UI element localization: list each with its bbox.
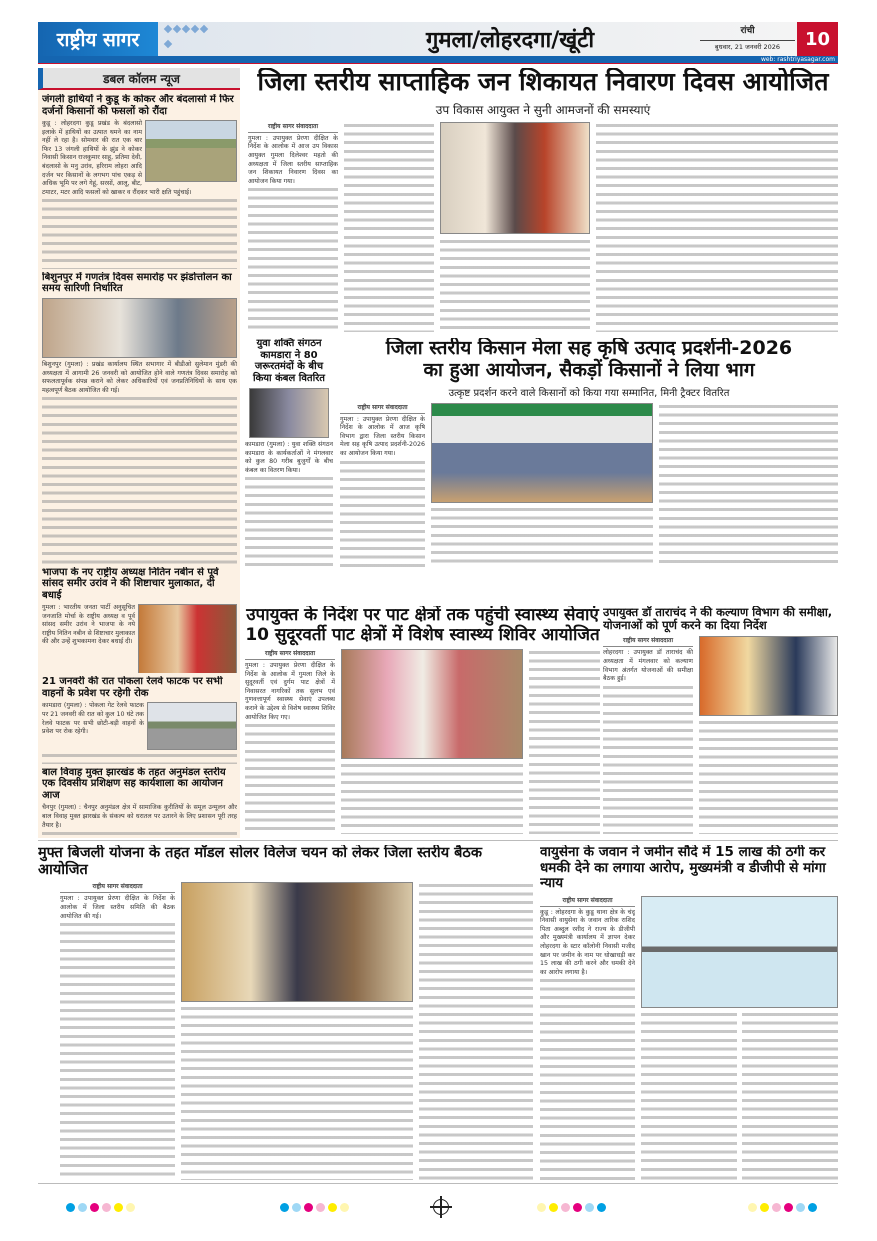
- registration-dot: [340, 1203, 349, 1212]
- registration-dot: [796, 1203, 805, 1212]
- registration-dot: [90, 1203, 99, 1212]
- left-story: [42, 272, 237, 564]
- byline: राष्ट्रीय सागर संवाददाता: [540, 896, 635, 907]
- edition-date: बुधवार, 21 जनवरी 2026: [700, 40, 795, 51]
- registration-dot: [537, 1203, 546, 1212]
- solar-body-continued: [60, 921, 175, 1180]
- health-body: गुमला : उपायुक्त प्रेरणा दीक्षित के निर्देश के आलोक में गुमला जिले के सुदूरवर्ती एवं दुर्गम पाट क्षेत्रों में निवासरत नागरिकों तक सुलभ एवं गुणवत्तापूर्ण स्वास्थ्य सेवाएं उपलब्ध कराने के उद्देश्य से विशेष स्वास्थ्य शिविर आयोजित किए गए।: [245, 662, 335, 721]
- photo-health-camp: [341, 649, 523, 759]
- left-story: [42, 676, 237, 763]
- fraud-body: कुडू : लोहरदगा के कुडू थाना क्षेत्र के चंदू निवासी वायुसेना के जवान तारिक राशिद पिता अब्दुल रशीद ने राज्य के डीजीपी और मुख्यमंत्री कार्यालय में ज्ञापन देकर लोहरदगा के स्टार कॉलोनी निवासी मजीद खान पर जमीन के नाम पर धोखाधड़ी कर 15 लाख की ठगी करने और धमकी देने का आरोप लगाया है।: [540, 908, 635, 976]
- registration-dot: [102, 1203, 111, 1212]
- fraud-body-continued: [742, 1011, 838, 1180]
- registration-dot: [292, 1203, 301, 1212]
- photo-meeting: [42, 298, 237, 358]
- photo-solar-meeting: [181, 882, 413, 1002]
- left-story: [42, 94, 237, 269]
- story-headline[interactable]: बिशुनपुर में गणतंत्र दिवस समारोह पर झंडोत्तोलन का समय सारिणी निर्धारित: [42, 271, 232, 295]
- registration-dot: [561, 1203, 570, 1212]
- kisan-headline-line1[interactable]: जिला स्तरीय किसान मेला सह कृषि उत्पाद प्रदर्शनी-2026: [385, 338, 793, 359]
- photo-welfare-review: [699, 636, 838, 716]
- health-body-continued: [529, 649, 600, 834]
- color-registration-marks: [280, 1203, 349, 1212]
- color-registration-marks: [66, 1203, 135, 1212]
- color-registration-marks: [537, 1203, 606, 1212]
- solar-headline[interactable]: मुफ्त बिजली योजना के तहत मॉडल सोलर विलेज चयन को लेकर जिला स्तरीय बैठक आयोजित: [38, 845, 482, 878]
- byline: राष्ट्रीय सागर संवाददाता: [248, 122, 338, 133]
- kisan-body-continued: [659, 403, 838, 568]
- left-story: [42, 767, 237, 835]
- photo-cheques: [641, 896, 838, 1008]
- fraud-body-continued: [540, 977, 635, 1180]
- registration-dot: [316, 1203, 325, 1212]
- kisan-body: गुमला : उपायुक्त प्रेरणा दीक्षित के निर्देश के आलोक में आज कृषि विभाग द्वारा जिला स्तरीय किसान मेला सह कृषि उत्पाद प्रदर्शनी-2026 का आयोजन किया गया।: [340, 415, 425, 458]
- registration-dot: [126, 1203, 135, 1212]
- registration-dot: [78, 1203, 87, 1212]
- photo-blanket-distribution: [249, 388, 329, 438]
- story-headline[interactable]: भाजपा के नए राष्ट्रीय अध्यक्ष नितिन नबीन से पूर्व सांसद समीर उरांव ने की शिष्टाचार मुलाकात, दी बधाई: [42, 566, 219, 601]
- lead-story: [248, 68, 838, 332]
- kisan-body-continued: [340, 459, 425, 568]
- lead-body-continued: [248, 186, 338, 332]
- fraud-story: [540, 845, 838, 1180]
- registration-dot: [585, 1203, 594, 1212]
- edition-city: रांची: [740, 26, 755, 36]
- welfare-body-continued: [603, 684, 693, 834]
- photo-meeting-leaders: [138, 604, 237, 673]
- kisan-body-continued: [431, 506, 653, 568]
- lead-body-continued: [440, 238, 590, 332]
- kisan-story: [340, 338, 838, 568]
- side-body: कामडारा (गुमला) : युवा शक्ति संगठन कामडारा के कार्यकर्ताओं ने मंगलवार को कुल 80 गरीब बुजुर्गों के बीच कंबल का वितरण किया।: [245, 441, 333, 474]
- photo-kisan-mela: [431, 403, 653, 503]
- health-body-continued: [341, 762, 523, 834]
- solar-body: गुमला : उपायुक्त प्रेरणा दीक्षित के निर्देश के आलोक में जिला स्तरीय समिति की बैठक आयोजित की गई।: [60, 895, 175, 920]
- photo-crop-field: [145, 120, 237, 182]
- registration-dot: [597, 1203, 606, 1212]
- welfare-body: लोहरदगा : उपायुक्त डॉ ताराचंद की अध्यक्षता में मंगलवार को कल्याण विभाग अंतर्गत योजनाओं की समीक्षा बैठक हुई।: [603, 649, 693, 683]
- side-headline[interactable]: युवा शक्ति संगठन कामडारा ने 80 जरूरतमंदों के बीच किया कंबल वितरित: [252, 338, 326, 384]
- fraud-headline[interactable]: वायुसेना के जवान ने जमीन सौदे में 15 लाख की ठगी कर धमकी देने का लगाया आरोप, मुख्यमंत्री व डीजीपी से मांगा न्याय: [540, 845, 826, 892]
- divider: [38, 840, 838, 841]
- solar-body-continued: [181, 1005, 413, 1180]
- health-headline-line1[interactable]: उपायुक्त के निर्देश पर पाट क्षेत्रों तक पहुंची स्वास्थ्य सेवाएं: [246, 606, 599, 625]
- column-title: डबल कॉलम न्यूज: [38, 68, 240, 90]
- story-headline[interactable]: जंगली हाथियों ने कुडू के कोकर और बंदलासो में फिर दर्जनों किसानों की फसलों को रौंदा: [42, 94, 234, 117]
- story-body: कुडू : लोहरदगा कुडू प्रखंड के बंदलासो इलाके में हाथियों का उत्पात थमने का नाम नहीं ले रहा है। सोमवार की रात एक बार फिर 13 जंगली हाथियों के झुंड ने कोकर निवासी किसान राजकुमार साहू, प्रतिमा देवी, बंदलासो के मनु उरांव, हरिराम लोहरा आदि दर्जन भर किसानों के लगभग पांच एकड़ से अधिक भूमि पर लगे गेहूं, सरसों, आलू, बीट, टमाटर, मटर आदि फसलों को खाकर व रौंदकर भारी क्षति पहुंचाई।: [42, 120, 192, 196]
- lead-headline[interactable]: जिला स्तरीय साप्ताहिक जन शिकायत निवारण दिवस आयोजित: [257, 68, 829, 96]
- lead-body-continued: [344, 122, 434, 332]
- story-body: कामडारा (गुमला) : पोकला गेट रेलवे फाटक पर 21 जनवरी की रात को कुल 10 घंटे तक रेलवे फाटक पर सभी छोटी-बड़ी वाहनों के प्रवेश पर रोक रहेगी।: [42, 702, 144, 736]
- story-body-continued: [42, 752, 237, 763]
- registration-dot: [114, 1203, 123, 1212]
- story-headline[interactable]: 21 जनवरी की रात पोकला रेलवे फाटक पर सभी वाहनों के प्रवेश पर रहेगी रोक: [42, 676, 223, 699]
- story-body-continued: [42, 197, 237, 269]
- byline: राष्ट्रीय सागर संवाददाता: [603, 636, 693, 647]
- registration-dot: [304, 1203, 313, 1212]
- story-body: चैनपुर (गुमला) : चैनपुर अनुमंडल क्षेत्र में सामाजिक कुरीतियों के समूल उन्मूलन और बाल विवाह मुक्त झारखंड के संकल्प को धरातल पर उतारने के लिए प्रशासन पूरी तरह तैयार है।: [42, 804, 237, 829]
- byline: राष्ट्रीय सागर संवाददाता: [245, 649, 335, 660]
- registration-dot: [808, 1203, 817, 1212]
- lead-body-continued: [596, 122, 838, 332]
- registration-dot: [328, 1203, 337, 1212]
- divider: [38, 1183, 838, 1184]
- welfare-story: [603, 606, 838, 834]
- byline: राष्ट्रीय सागर संवाददाता: [60, 882, 175, 893]
- registration-dot: [280, 1203, 289, 1212]
- story-body-continued: [42, 830, 237, 835]
- fraud-body-continued: [641, 1011, 737, 1180]
- lead-body: गुमला : उपायुक्त प्रेरणा दीक्षित के निर्देश के आलोक में आज उप विकास आयुक्त गुमला दिलेश्वर महतो की अध्यक्षता में जिला स्तरीय साप्ताहिक जन शिकायत निवारण दिवस का आयोजन किया गया।: [248, 134, 338, 185]
- registration-dot: [760, 1203, 769, 1212]
- left-story: [42, 567, 237, 674]
- registration-dot: [772, 1203, 781, 1212]
- lead-subhead: उप विकास आयुक्त ने सुनी आमजनों की समस्याएं: [435, 102, 651, 117]
- registration-dot: [784, 1203, 793, 1212]
- health-body-continued: [245, 722, 335, 834]
- story-body-continued: [42, 395, 237, 563]
- color-registration-marks: [748, 1203, 817, 1212]
- registration-dot: [549, 1203, 558, 1212]
- crosshair-icon: [433, 1199, 449, 1215]
- left-column: [38, 68, 240, 838]
- section-title: गुमला/लोहरदगा/खूंटी: [425, 28, 595, 53]
- welfare-body-continued: [699, 719, 838, 834]
- solar-body-continued: [419, 882, 533, 1180]
- byline: राष्ट्रीय सागर संवाददाता: [340, 403, 425, 414]
- story-body: बिशुनपुर (गुमला) : प्रखंड कार्यालय स्थित सभागार में बीडीओ सुलेमान मुंडरी की अध्यक्षता में आगामी 26 जनवरी को आयोजित होने वाले गणतंत्र दिवस समारोह को सफलतापूर्वक संपन्न कराने को लेकर अधिकारियों एवं जनप्रतिनिधियों के साथ एक महत्वपूर्ण बैठक आयोजित की गई।: [42, 360, 237, 394]
- side-body-continued: [245, 475, 333, 568]
- registration-dot: [573, 1203, 582, 1212]
- side-story: [245, 338, 333, 568]
- registration-dot: [748, 1203, 757, 1212]
- solar-story: [38, 845, 533, 1180]
- health-headline-line2[interactable]: 10 सुदूरवर्ती पाट क्षेत्रों में विशेष स्वास्थ्य शिविर आयोजित: [245, 624, 600, 645]
- health-story: [245, 606, 600, 834]
- welfare-headline[interactable]: उपायुक्त डॉ ताराचंद ने की कल्याण विभाग की समीक्षा, योजनाओं को पूर्ण करने का दिया निर्देश: [603, 606, 833, 633]
- story-body: गुमला : भारतीय जनता पार्टी अनुसूचित जनजाति मोर्चा के राष्ट्रीय अध्यक्ष व पूर्व सांसद समीर उरांव ने भाजपा के नये राष्ट्रीय नितिन नबीन से शिष्टाचार मुलाकात की और उन्हें शुभकामना देकर बधाई दी।: [42, 604, 135, 646]
- story-headline[interactable]: बाल विवाह मुक्त झारखंड के तहत अनुमंडल स्तरीय एक दिवसीय प्रशिक्षण सह कार्यशाला का आयोजन आज: [42, 766, 226, 801]
- website-link[interactable]: web: rashtriyasagar.com: [760, 56, 835, 63]
- kisan-subhead: उत्कृष्ट प्रदर्शन करने वाले किसानों को किया गया सम्मानित, मिनी ट्रैक्टर वितरित: [448, 387, 730, 399]
- photo-railway-crossing: [147, 702, 237, 750]
- photo-grievance-hearing: [440, 122, 590, 234]
- kisan-headline-line2[interactable]: का हुआ आयोजन, सैकड़ों किसानों ने लिया भाग: [423, 358, 755, 381]
- registration-dot: [66, 1203, 75, 1212]
- page-number: 10: [797, 22, 838, 56]
- masthead-logo: राष्ट्रीय सागर: [38, 22, 158, 56]
- decorative-diamonds-icon: [165, 26, 215, 52]
